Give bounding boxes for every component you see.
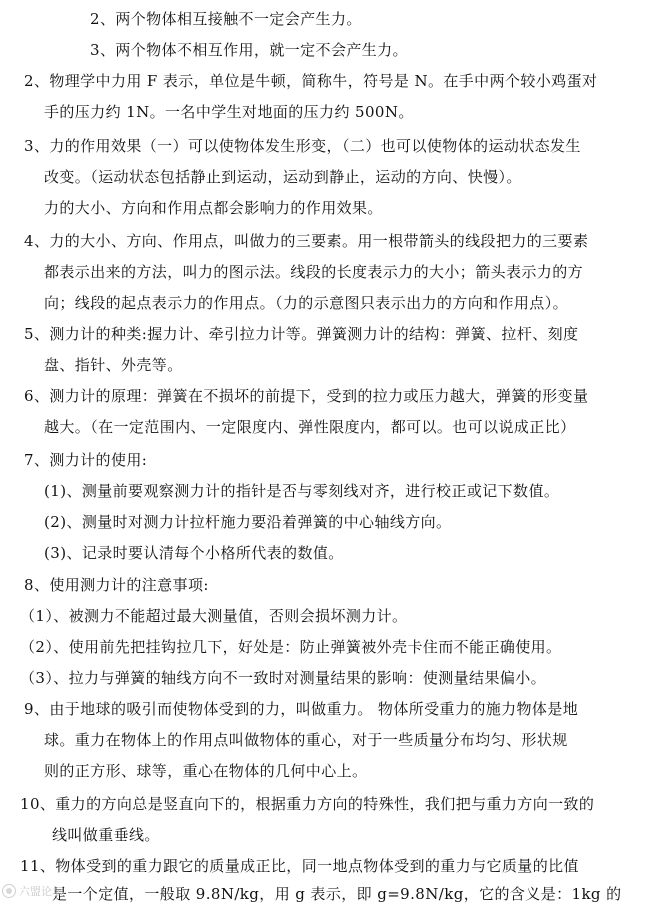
text-line: 7、测力计的使用: [24, 451, 148, 469]
text-line: 2、两个物体相互接触不一定会产生力。 [90, 10, 362, 28]
text-line: 力的大小、方向和作用点都会影响力的作用效果。 [44, 199, 383, 217]
text-line: (2)、测量时对测力计拉杆施力要沿着弹簧的中心轴线方向。 [44, 513, 452, 531]
text-line: 越大。（在一定范围内、一定限度内、弹性限度内，都可以。也可以说成正比） [44, 418, 576, 436]
text-line: 5、测力计的种类:握力计、牵引拉力计等。弹簧测力计的结构：弹簧、拉杆、刻度 [24, 325, 579, 343]
text-line: （3）、拉力与弹簧的轴线方向不一致时对测量结果的影响：使测量结果偏小。 [20, 669, 547, 687]
text-line: 手的压力约 1N。一名中学生对地面的压力约 500N。 [44, 103, 414, 121]
text-line: 11、物体受到的重力跟它的质量成正比，同一地点物体受到的重力与它质量的比值 [20, 857, 579, 875]
text-line: 线叫做重垂线。 [52, 826, 160, 844]
text-line: 4、力的大小、方向、作用点，叫做力的三要素。用一根带箭头的线段把力的三要素 [24, 232, 589, 250]
text-line: 6、测力计的原理：弹簧在不损坏的前提下，受到的拉力或压力越大，弹簧的形变量 [24, 387, 589, 405]
watermark [2, 883, 63, 899]
text-line: (3)、记录时要认清每个小格所代表的数值。 [44, 544, 344, 562]
watermark-text: 六盟论坛 [19, 885, 63, 898]
text-line: 2、物理学中力用 F 表示，单位是牛顿，简称牛，符号是 N。在手中两个较小鸡蛋对 [24, 72, 598, 90]
text-line: 向；线段的起点表示力的作用点。（力的示意图只表示出力的方向和作用点）。 [44, 294, 569, 312]
text-line: (1)、测量前要观察测力计的指针是否与零刻线对齐，进行校正或记下数值。 [44, 482, 560, 500]
text-line: （1）、被测力不能超过最大测量值，否则会损坏测力计。 [20, 607, 408, 625]
text-line: 盘、指针、外壳等。 [44, 356, 183, 374]
text-line: 是一个定值，一般取 9.8N/kg，用 g 表示，即 g=9.8N/kg，它的含义是：1kg 的 [52, 885, 622, 903]
text-line: 都表示出来的方法，叫力的图示法。线段的长度表示力的大小；箭头表示力的方 [44, 263, 584, 281]
text-line: 球。重力在物体上的作用点叫做物体的重心，对于一些质量分布均匀、形状规 [44, 731, 568, 749]
text-line: 10、重力的方向总是竖直向下的，根据重力方向的特殊性，我们把与重力方向一致的 [20, 795, 595, 813]
camera-icon [2, 884, 16, 898]
text-line: 改变。（运动状态包括静止到运动，运动到静止，运动的方向、快慢）。 [44, 168, 522, 186]
text-line: 9、由于地球的吸引而使物体受到的力，叫做重力。 物体所受重力的施力物体是地 [24, 700, 579, 718]
text-line: 3、两个物体不相互作用，就一定不会产生力。 [90, 41, 408, 59]
text-line: 3、力的作用效果（一）可以使物体发生形变，（二）也可以使物体的运动状态发生 [24, 137, 581, 155]
text-line: （2）、使用前先把挂钩拉几下，好处是：防止弹簧被外壳卡住而不能正确使用。 [20, 638, 562, 656]
text-line: 则的正方形、球等，重心在物体的几何中心上。 [44, 762, 368, 780]
text-line: 8、使用测力计的注意事项: [24, 576, 209, 594]
